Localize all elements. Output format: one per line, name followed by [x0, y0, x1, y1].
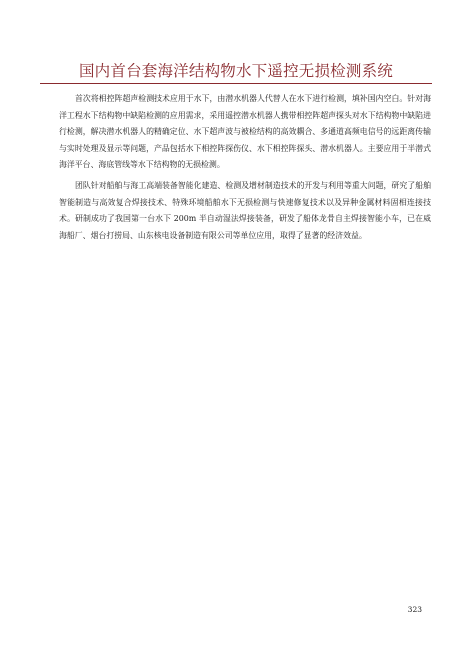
- page-title: 国内首台套海洋结构物水下遥控无损检测系统: [78, 62, 393, 80]
- page-number: 323: [407, 605, 422, 614]
- title-divider: [40, 83, 432, 84]
- paragraph-1: 首次将相控阵超声检测技术应用于水下，由潜水机器人代替人在水下进行检测，填补国内空白。针对海洋工程水下结构物中缺陷检测的应用需求，采用遥控潜水机器人携带相控阵超声探头对水下结构物中缺陷进行检测，解决潜水机器人的精确定位、水下超声波与被检结构的高效耦合、多通道高频电信号的远距离传输与实时处理及显示等问题，产品包括水下相控阵探伤仪、水下相控阵探头、潜水机器人。主要应用于半潜式海洋平台、海底管线等水下结构物的无损检测。: [59, 94, 431, 170]
- body-text: [59, 91, 431, 244]
- paragraph-2: 团队针对船舶与海工高端装备智能化建造、检测及增材制造技术的开发与利用等重大问题，研究了船舶智能制造与高效复合焊接技术、特殊环境船舶水下无损检测与快速修复技术以及异种金属材料固相连接技术。研制成功了我国第一台水下 200m 半自动湿法焊接装备，研发了船体龙骨自主焊接智能小车，已在威海船厂、烟台打捞局、山东核电设备制造有限公司等单位应用，取得了显著的经济效益。: [59, 180, 431, 240]
